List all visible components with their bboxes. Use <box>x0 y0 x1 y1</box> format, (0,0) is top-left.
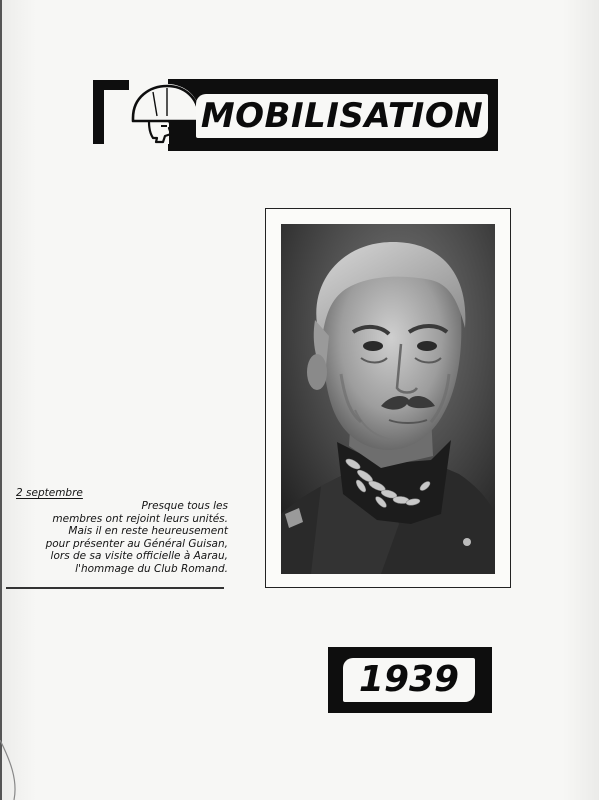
caption-text <box>4 500 228 576</box>
page-curl-mark <box>0 740 28 800</box>
year-label: 1939 <box>358 659 460 700</box>
caption-line: lors de sa visite officielle à Aarau, <box>50 550 228 563</box>
caption-divider <box>6 587 224 589</box>
portrait-photograph <box>281 224 495 574</box>
page-title: MOBILISATION <box>200 96 484 136</box>
title-plate <box>196 94 488 138</box>
caption-line: Presque tous les <box>141 500 228 512</box>
caption-line: pour présenter au Général Guisan, <box>45 537 228 550</box>
caption-line: Mais il en reste heureusement <box>68 525 228 538</box>
show-through-mark <box>135 258 143 283</box>
caption-line: l'hommage du Club Romand. <box>75 562 228 575</box>
caption-date: 2 septembre <box>16 487 83 499</box>
page-edge <box>0 0 2 800</box>
caption-line: membres ont rejoint leurs unités. <box>52 512 228 525</box>
year-plate <box>343 658 475 702</box>
